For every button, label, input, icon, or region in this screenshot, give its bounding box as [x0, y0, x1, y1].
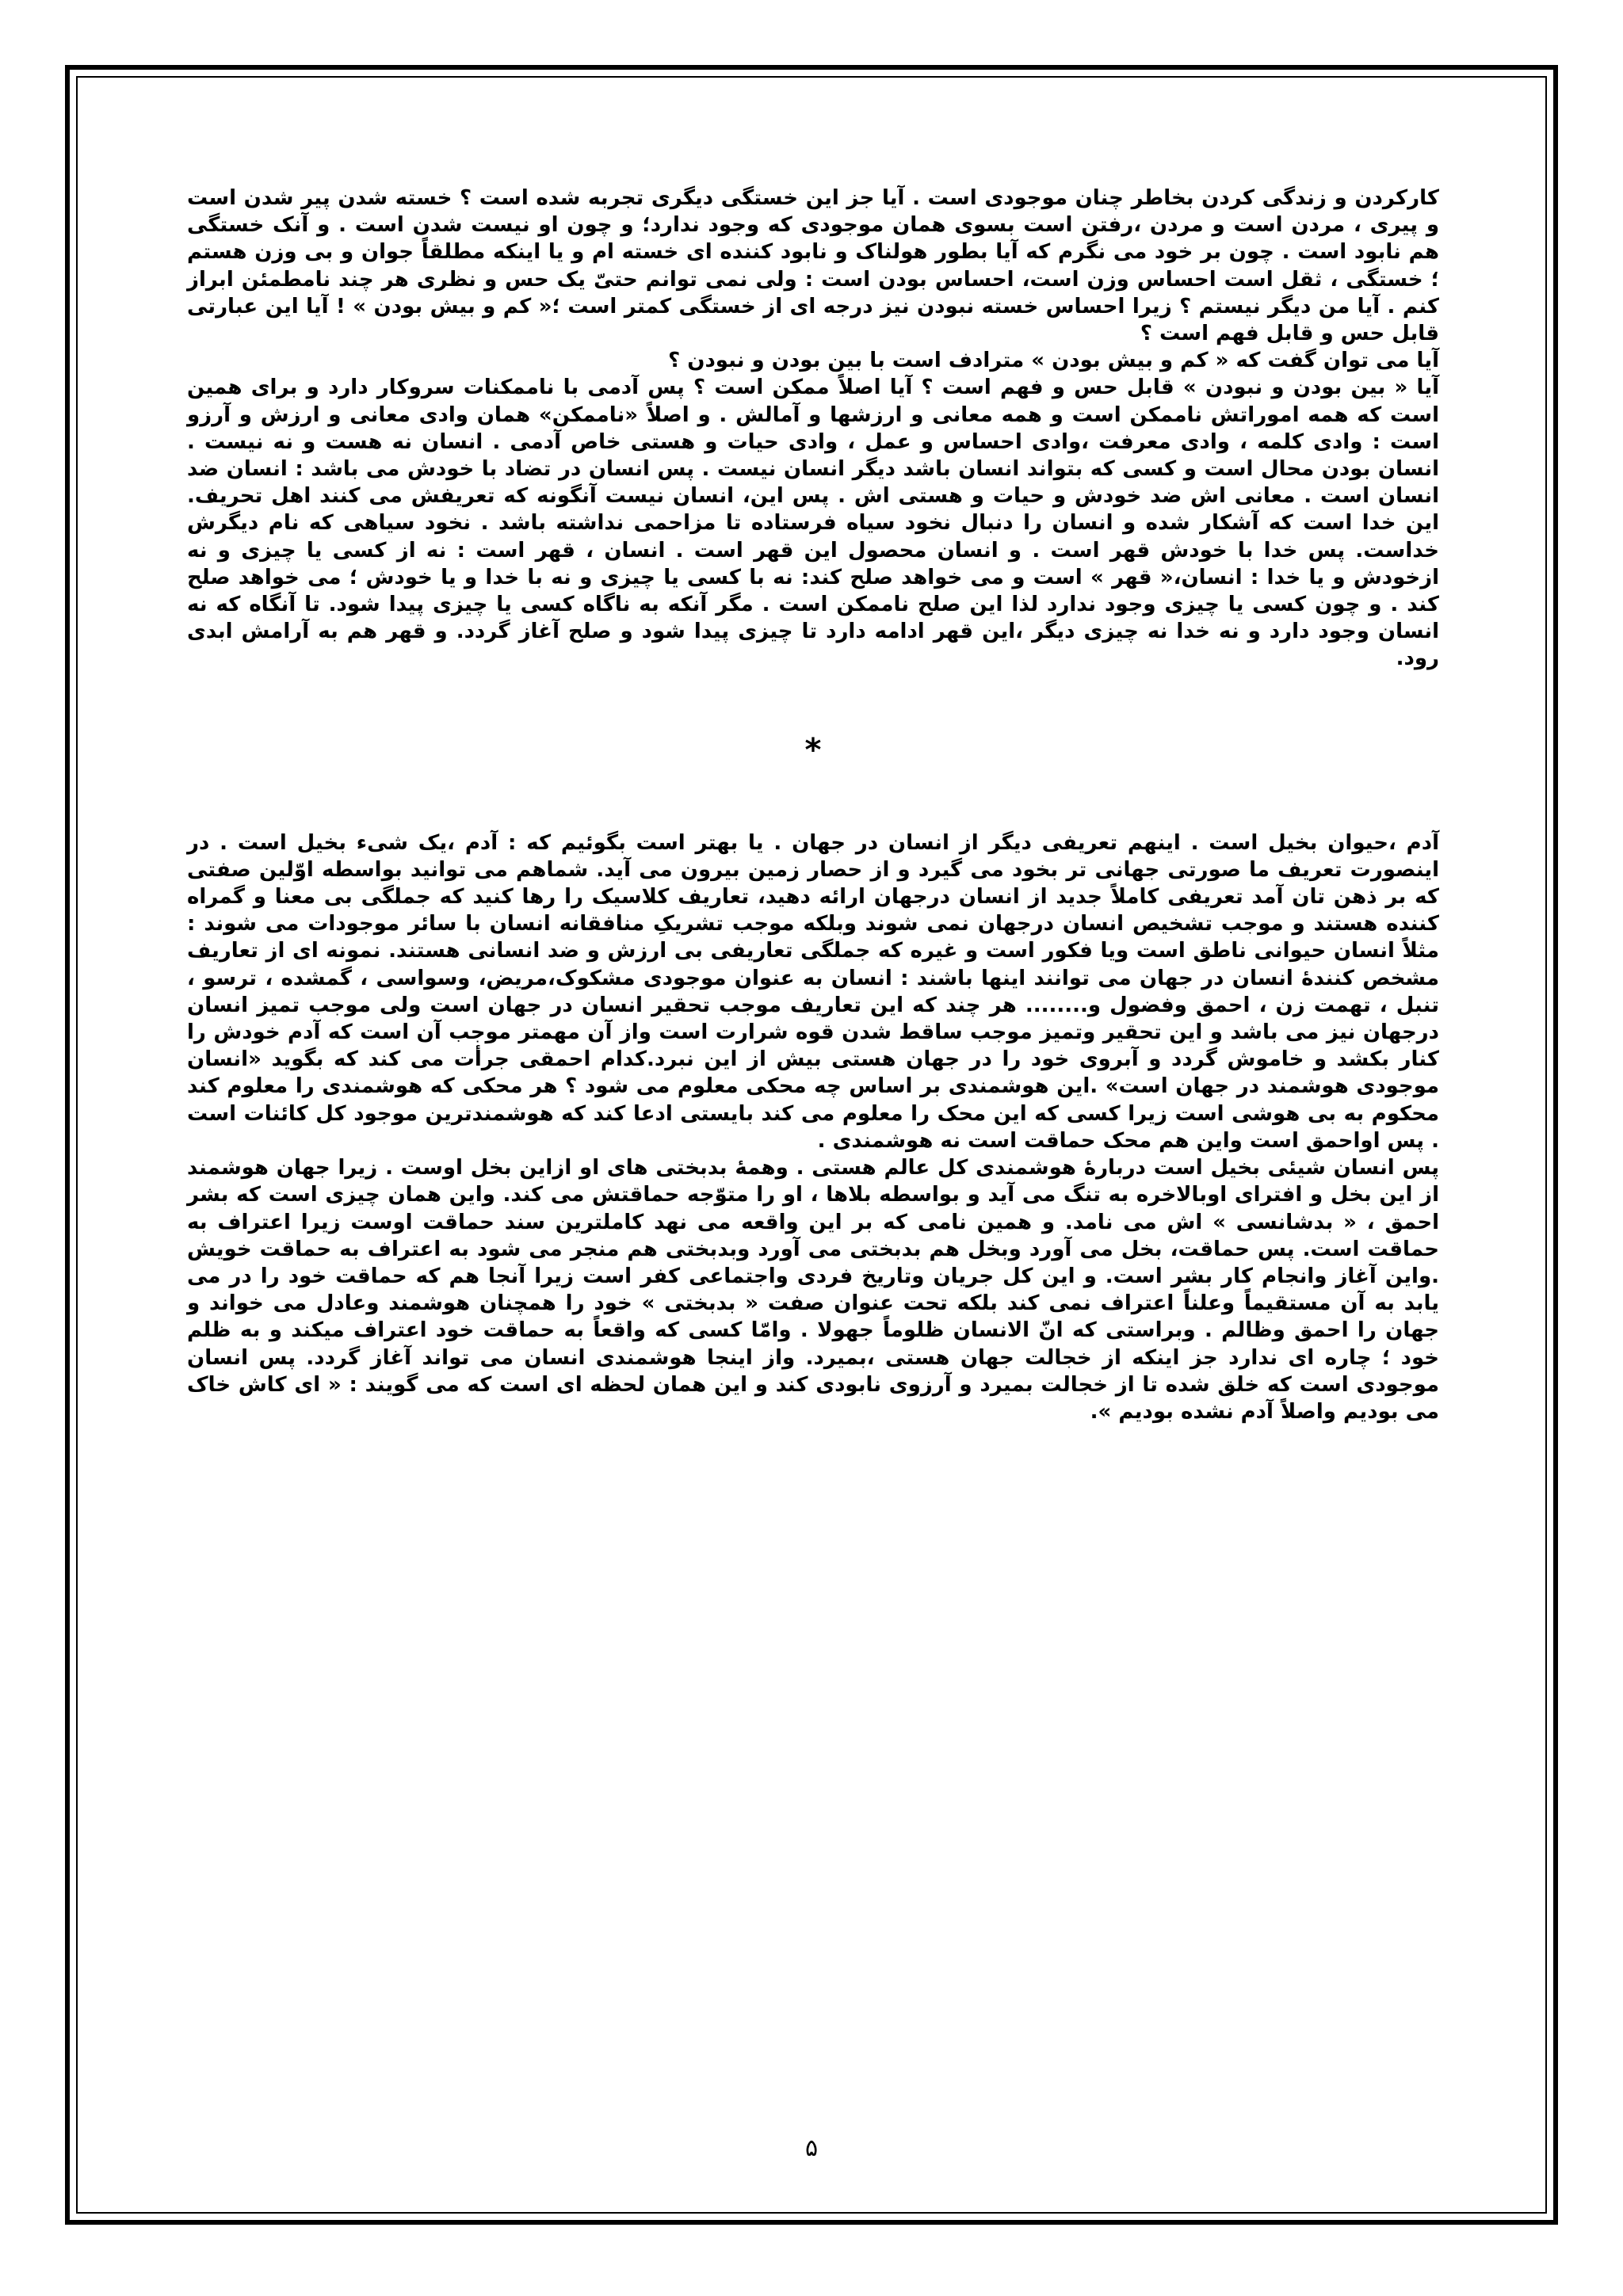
- paragraph: پس انسان شیئی بخیل است دربارهٔ هوشمندی کل عالم هستی . وهمهٔ بدبختی های او ازاین بخل اوست . زیرا جهان هوشمند از این بخل و افترای اوبالاخره به تنگ می آید و بواسطه بلاها ، او را متوّجه حماقتش می کند. واین همان چیزی است که بشر احمق ، « بدشانسی » اش می نامد. و همین نامی که بر این واقعه می نهد کاملترین سند حماقت اوست زیرا اعتراف به حماقت است. پس حماقت، بخل می آورد وبخل هم بدبختی می آورد وبدبختی هم منجر می شود به اعتراف به حماقت خویش .واین آغاز وانجام کار بشر است. و این کل جریان وتاریخ فردی واجتماعی کفر است زیرا آنجا هم که حماقت خود را در می یابد به آن مستقیماً وعلناً اعتراف نمی کند بلکه تحت عنوان صفت « بدبختی » خود را همچنان هوشمند وعادل می خواند و جهان را احمق وظالم . وبراستی که انّ الانسان ظلوماً جهولا . وامّا کسی که واقعاً به حماقت خود اعتراف میکند و به ظلم خود ؛ چاره ای ندارد جز اینکه از خجالت جهان هستی ،بمیرد. واز اینجا هوشمندی انسان می تواند آغاز گردد. پس انسان موجودی است که خلق شده تا از خجالت بمیرد و آرزوی نابودی کند و این همان لحظه ای است که می گویند : « ای کاش خاک می بودیم واصلاً آدم نشده بودیم ».: [187, 1156, 1439, 1424]
- document-body: [187, 185, 1439, 1425]
- paragraph: آیا می توان گفت که « کم و بیش بودن » مترادف است با بین بودن و نبودن ؟: [668, 349, 1439, 373]
- paragraph: آیا « بین بودن و نبودن » قابل حس و فهم است ؟ آیا اصلاً ممکن است ؟ پس آدمی با ناممکنات سروکار دارد و برای همین است که همه اموراتش ناممکن است و همه معانی و ارزشها و آمالش . و اصلاً «ناممکن» همان وادی معانی و ارزش و آرزو است : وادی کلمه ، وادی معرفت ،وادی احساس و عمل ، وادی حیات و هستی خاص آدمی . انسان نه هست و نه نیست . انسان بودن محال است و کسی که بتواند انسان باشد دیگر انسان نیست . پس انسان در تضاد با خودش می باشد : انسان ضد انسان است . معانی اش ضد خودش و حیات و هستی اش . پس این، انسان نیست آنگونه که تعریفش می کنند اهل تحریف. این خدا است که آشکار شده و انسان را دنبال نخود سیاه فرستاده تا مزاحمی نداشته باشد . نخود سیاهی که نام دیگرش خداست. پس خدا با خودش قهر است . و انسان محصول این قهر است . انسان ، قهر است : نه از کسی یا چیزی و نه ازخودش و یا خدا : انسان،« قهر » است و می خواهد صلح کند: نه با کسی یا چیزی و نه با خدا و یا خودش ؛ می خواهد صلح کند . و چون کسی یا چیزی وجود ندارد لذا این صلح ناممکن است . مگر آنکه به ناگاه کسی یا چیزی پیدا شود. تا آنگاه که نه انسان وجود دارد و نه خدا نه چیزی دیگر ،این قهر ادامه دارد تا چیزی پیدا شود و صلح آغاز گردد. و قهر هم به آرامش ابدی رود.: [187, 376, 1439, 671]
- page-number: ۵: [804, 2134, 819, 2162]
- section-separator: *: [804, 731, 822, 769]
- paragraph: آدم ،حیوان بخیل است . اینهم تعریفی دیگر از انسان در جهان . یا بهتر است بگوئیم که : آدم ،یک شیء بخیل است . در اینصورت تعریف ما صورتی جهانی تر بخود می گیرد و از حصار زمین بیرون می آید. شماهم می توانید بواسطه اوّلین صفتی که بر ذهن تان آمد تعریفی کاملاً جدید از انسان درجهان ارائه دهید، تعاریف کلاسیک را رها کنید که جملگی بی معنا و گمراه کننده هستند و موجب تشخیص انسان درجهان نمی شوند وبلکه موجب تشریکِ منافقانه انسان با سائر موجودات می شوند : مثلاً انسان حیوانی ناطق است ویا فکور است و غیره که جملگی تعاریفی بی ارزش و ضد انسانی هستند. نمونه ای از تعاریف مشخص کنندهٔ انسان در جهان می توانند اینها باشند : انسان به عنوان موجودی مشکوک،مریض، وسواسی ، گمشده ، ترسو ، تنبل ، تهمت زن ، احمق وفضول و........ هر چند که این تعاریف موجب تحقیر انسان در جهان است ولی موجب تمیز انسان درجهان نیز می باشد و این تحقیر وتمیز موجب ساقط شدن قوه شرارت است واز آن مهمتر موجب آن است که آدم خودش را کنار بکشد و خاموش گردد و آبروی خود را در جهان هستی بیش از این نبرد.کدام احمقی جرأت می کند که بگوید «انسان موجودی هوشمند در جهان است» .این هوشمندی بر اساس چه محکی معلوم می شود ؟ هر محکی که هوشمندی را معلوم کند محکوم به بی هوشی است زیرا کسی که این محک را معلوم می کند بایستی ادعا کند که هوشمندترین موجود کل کائنات است . پس اواحمق است واین هم محک حماقت است نه هوشمندی .: [187, 830, 1439, 1153]
- paragraph: کارکردن و زندگی کردن بخاطر چنان موجودی است . آیا جز این خستگی دیگری تجربه شده است ؟ خسته شدن پیر شدن است و پیری ، مردن است و مردن ،رفتن است بسوی همان موجودی که وجود ندارد؛ و چون او نیست شدن است . و آنک خستگی هم نابود است . چون بر خود می نگرم که آیا بطور هولناک و نابود کننده ای خسته ام و یا اینکه مطلقاً جوان و بی وزن هستم ؛ خستگی ، ثقل است احساس وزن است، احساس بودن است : ولی نمی توانم حتیّ یک حس و نظری هر چند نامطمئن ابراز کنم . آیا من دیگر نیستم ؟ زیرا احساس خسته نبودن نیز درجه ای از خستگی کمتر است ؛« کم و بیش بودن » ! آیا این عبارتی قابل حس و قابل فهم است ؟: [187, 186, 1439, 346]
